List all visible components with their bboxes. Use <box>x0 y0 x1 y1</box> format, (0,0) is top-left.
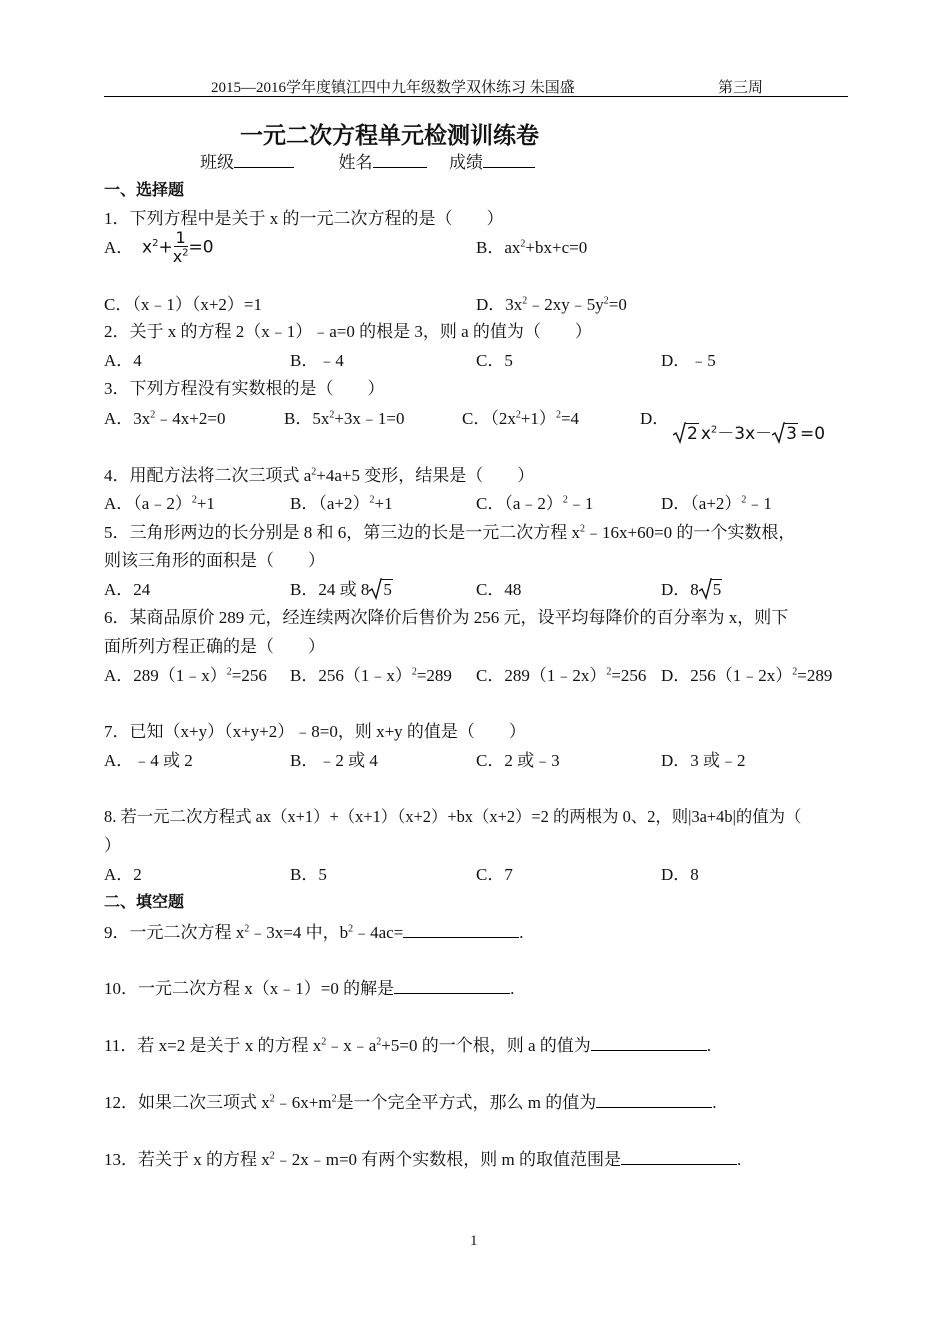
q3-option-b: B．$5x^2+3x﹣1=0$ <box>284 409 405 428</box>
q2-option-c: C．5 <box>476 351 513 370</box>
q5-option-a: A．24 <box>104 580 151 599</box>
name-label: 姓名 <box>338 153 373 172</box>
sqrt-symbol: 3 <box>772 424 798 444</box>
q5-option-d: D．8 5 <box>661 580 722 599</box>
q2-option-a: A．4 <box>104 351 142 370</box>
header-rule <box>104 96 848 97</box>
page-title: 一元二次方程单元检测训练卷 <box>240 122 539 149</box>
q8-option-a: A．2 <box>104 865 142 884</box>
q3-stem: 3．下列方程没有实数根的是（ ） <box>104 379 385 398</box>
section-fill: 二、填空题 <box>104 892 185 911</box>
class-label: 班级 <box>200 153 234 172</box>
q1-option-c: C．（x﹣1）（x+2）=1 <box>104 295 263 314</box>
q11-answer-blank[interactable] <box>591 1036 707 1051</box>
q1-option-d: D．$3x^2﹣2xy﹣5y^2=0$ <box>476 295 627 314</box>
q4-option-b: B．$(a+2)^2+1$ <box>290 494 393 513</box>
score-blank[interactable] <box>483 153 535 168</box>
sqrt-symbol: 5 <box>369 580 393 600</box>
q13-answer-blank[interactable] <box>621 1150 737 1165</box>
info-line <box>200 148 535 173</box>
q1-option-b: B．$ax^2+bx+c=0$ <box>476 238 588 257</box>
q12: 12．如果二次三项式 $x^2﹣6x+m^2$是一个完全平方式，那么 m 的值为 . <box>104 1093 717 1112</box>
q6-stem-line2: 面所列方程正确的是（ ） <box>104 637 325 656</box>
q2-option-d: D．﹣5 <box>661 351 716 370</box>
q4-option-c: C．（a﹣2）$^2$﹣1 <box>476 494 594 513</box>
q8-stem-line2: ） <box>104 836 121 855</box>
page-number: 1 <box>470 1233 478 1249</box>
class-blank[interactable] <box>234 153 294 168</box>
q5-option-b: B．24 或 8 5 <box>290 580 392 599</box>
q12-answer-blank[interactable] <box>596 1093 712 1108</box>
score-label: 成绩 <box>449 153 483 172</box>
q8-option-b: B．5 <box>290 865 327 884</box>
q1-option-a-formula: $x^2+$ $\frac{1}{x^2}$ =0 <box>142 228 214 266</box>
q8-option-c: C．7 <box>476 865 513 884</box>
q5-stem: 5．三角形两边的长分别是 8 和 6，第三边的长是一元二次方程 $x^2﹣16x+60=0$ 的一个实数根， <box>104 523 796 542</box>
name-blank[interactable] <box>373 153 427 168</box>
fraction: $\frac{1}{x^2}$ <box>172 228 189 266</box>
q7-option-b: B．﹣2 或 4 <box>290 751 378 770</box>
q1-option-a: A． <box>104 238 134 257</box>
q13: 13．若关于 x 的方程 $x^2﹣2x﹣m=0$ 有两个实数根，则 m 的取值范围是 . <box>104 1150 742 1169</box>
q3-option-d-formula: 2 $x^2-3x-$ 3 =0 <box>673 419 825 444</box>
q9: 9．一元二次方程 $x^2﹣3x=4$ 中，$b^2﹣4ac=$ . <box>104 923 524 942</box>
q11: 11．若 x=2 是关于 x 的方程 $x^2﹣x﹣a^2+5=0$ 的一个根，则 a 的值为 . <box>104 1036 711 1055</box>
sqrt-symbol: 2 <box>673 424 699 444</box>
q7-option-a: A．﹣4 或 2 <box>104 751 193 770</box>
q3-option-d-label: D． <box>640 409 670 428</box>
q6-option-c: C．289（1﹣2x）$^2$=256 <box>476 666 647 685</box>
q5-stem-line2: 则该三角形的面积是（ ） <box>104 551 325 570</box>
q2-stem: 2．关于 x 的方程 2（x﹣1）﹣a=0 的根是 3，则 a 的值为（ ） <box>104 322 592 341</box>
q3-option-c: C．$(2x^2+1)^2=4$ <box>462 409 580 428</box>
q8-stem: 8. 若一元二次方程式 ax（x+1）+（x+1）（x+2）+bx（x+2）=2 的两根为 0、2，则|3a+4b|的值为（ <box>104 807 802 826</box>
q4-option-a: A．（a﹣2）$^2$+1 <box>104 494 215 513</box>
header-week: 第三周 <box>718 80 764 96</box>
q4-option-d: D．$(a+2)^2﹣1$ <box>661 494 772 513</box>
q10-answer-blank[interactable] <box>394 979 510 994</box>
q1-stem: 1．下列方程中是关于 x 的一元二次方程的是（ ） <box>104 209 504 228</box>
q8-option-d: D．8 <box>661 865 699 884</box>
section-choice: 一、选择题 <box>104 180 185 199</box>
q10: 10．一元二次方程 x（x﹣1）=0 的解是 . <box>104 979 515 998</box>
q6-option-a: A．289（1﹣x）$^2$=256 <box>104 666 267 685</box>
q7-stem: 7．已知（x+y）（x+y+2）﹣8=0，则 x+y 的值是（ ） <box>104 722 526 741</box>
q7-option-c: C．2 或﹣3 <box>476 751 560 770</box>
q4-stem: 4．用配方法将二次三项式 $a^2+4a+5$ 变形，结果是（ ） <box>104 466 535 485</box>
q6-option-d: D．256（1﹣2x）$^2$=289 <box>661 666 833 685</box>
q7-option-d: D．3 或﹣2 <box>661 751 746 770</box>
q5-option-c: C．48 <box>476 580 522 599</box>
header-course: 2015—2016学年度镇江四中九年级数学双休练习 朱国盛 <box>211 80 575 96</box>
sqrt-symbol: 5 <box>699 580 723 600</box>
q2-option-b: B．﹣4 <box>290 351 344 370</box>
q6-stem: 6．某商品原价 289 元，经连续两次降价后售价为 256 元，设平均每降价的百分率为 x，则下 <box>104 608 789 627</box>
q6-option-b: B．256（1﹣x）$^2$=289 <box>290 666 452 685</box>
q9-answer-blank[interactable] <box>403 923 519 938</box>
q3-option-a: A．$3x^2﹣4x+2=0$ <box>104 409 226 428</box>
